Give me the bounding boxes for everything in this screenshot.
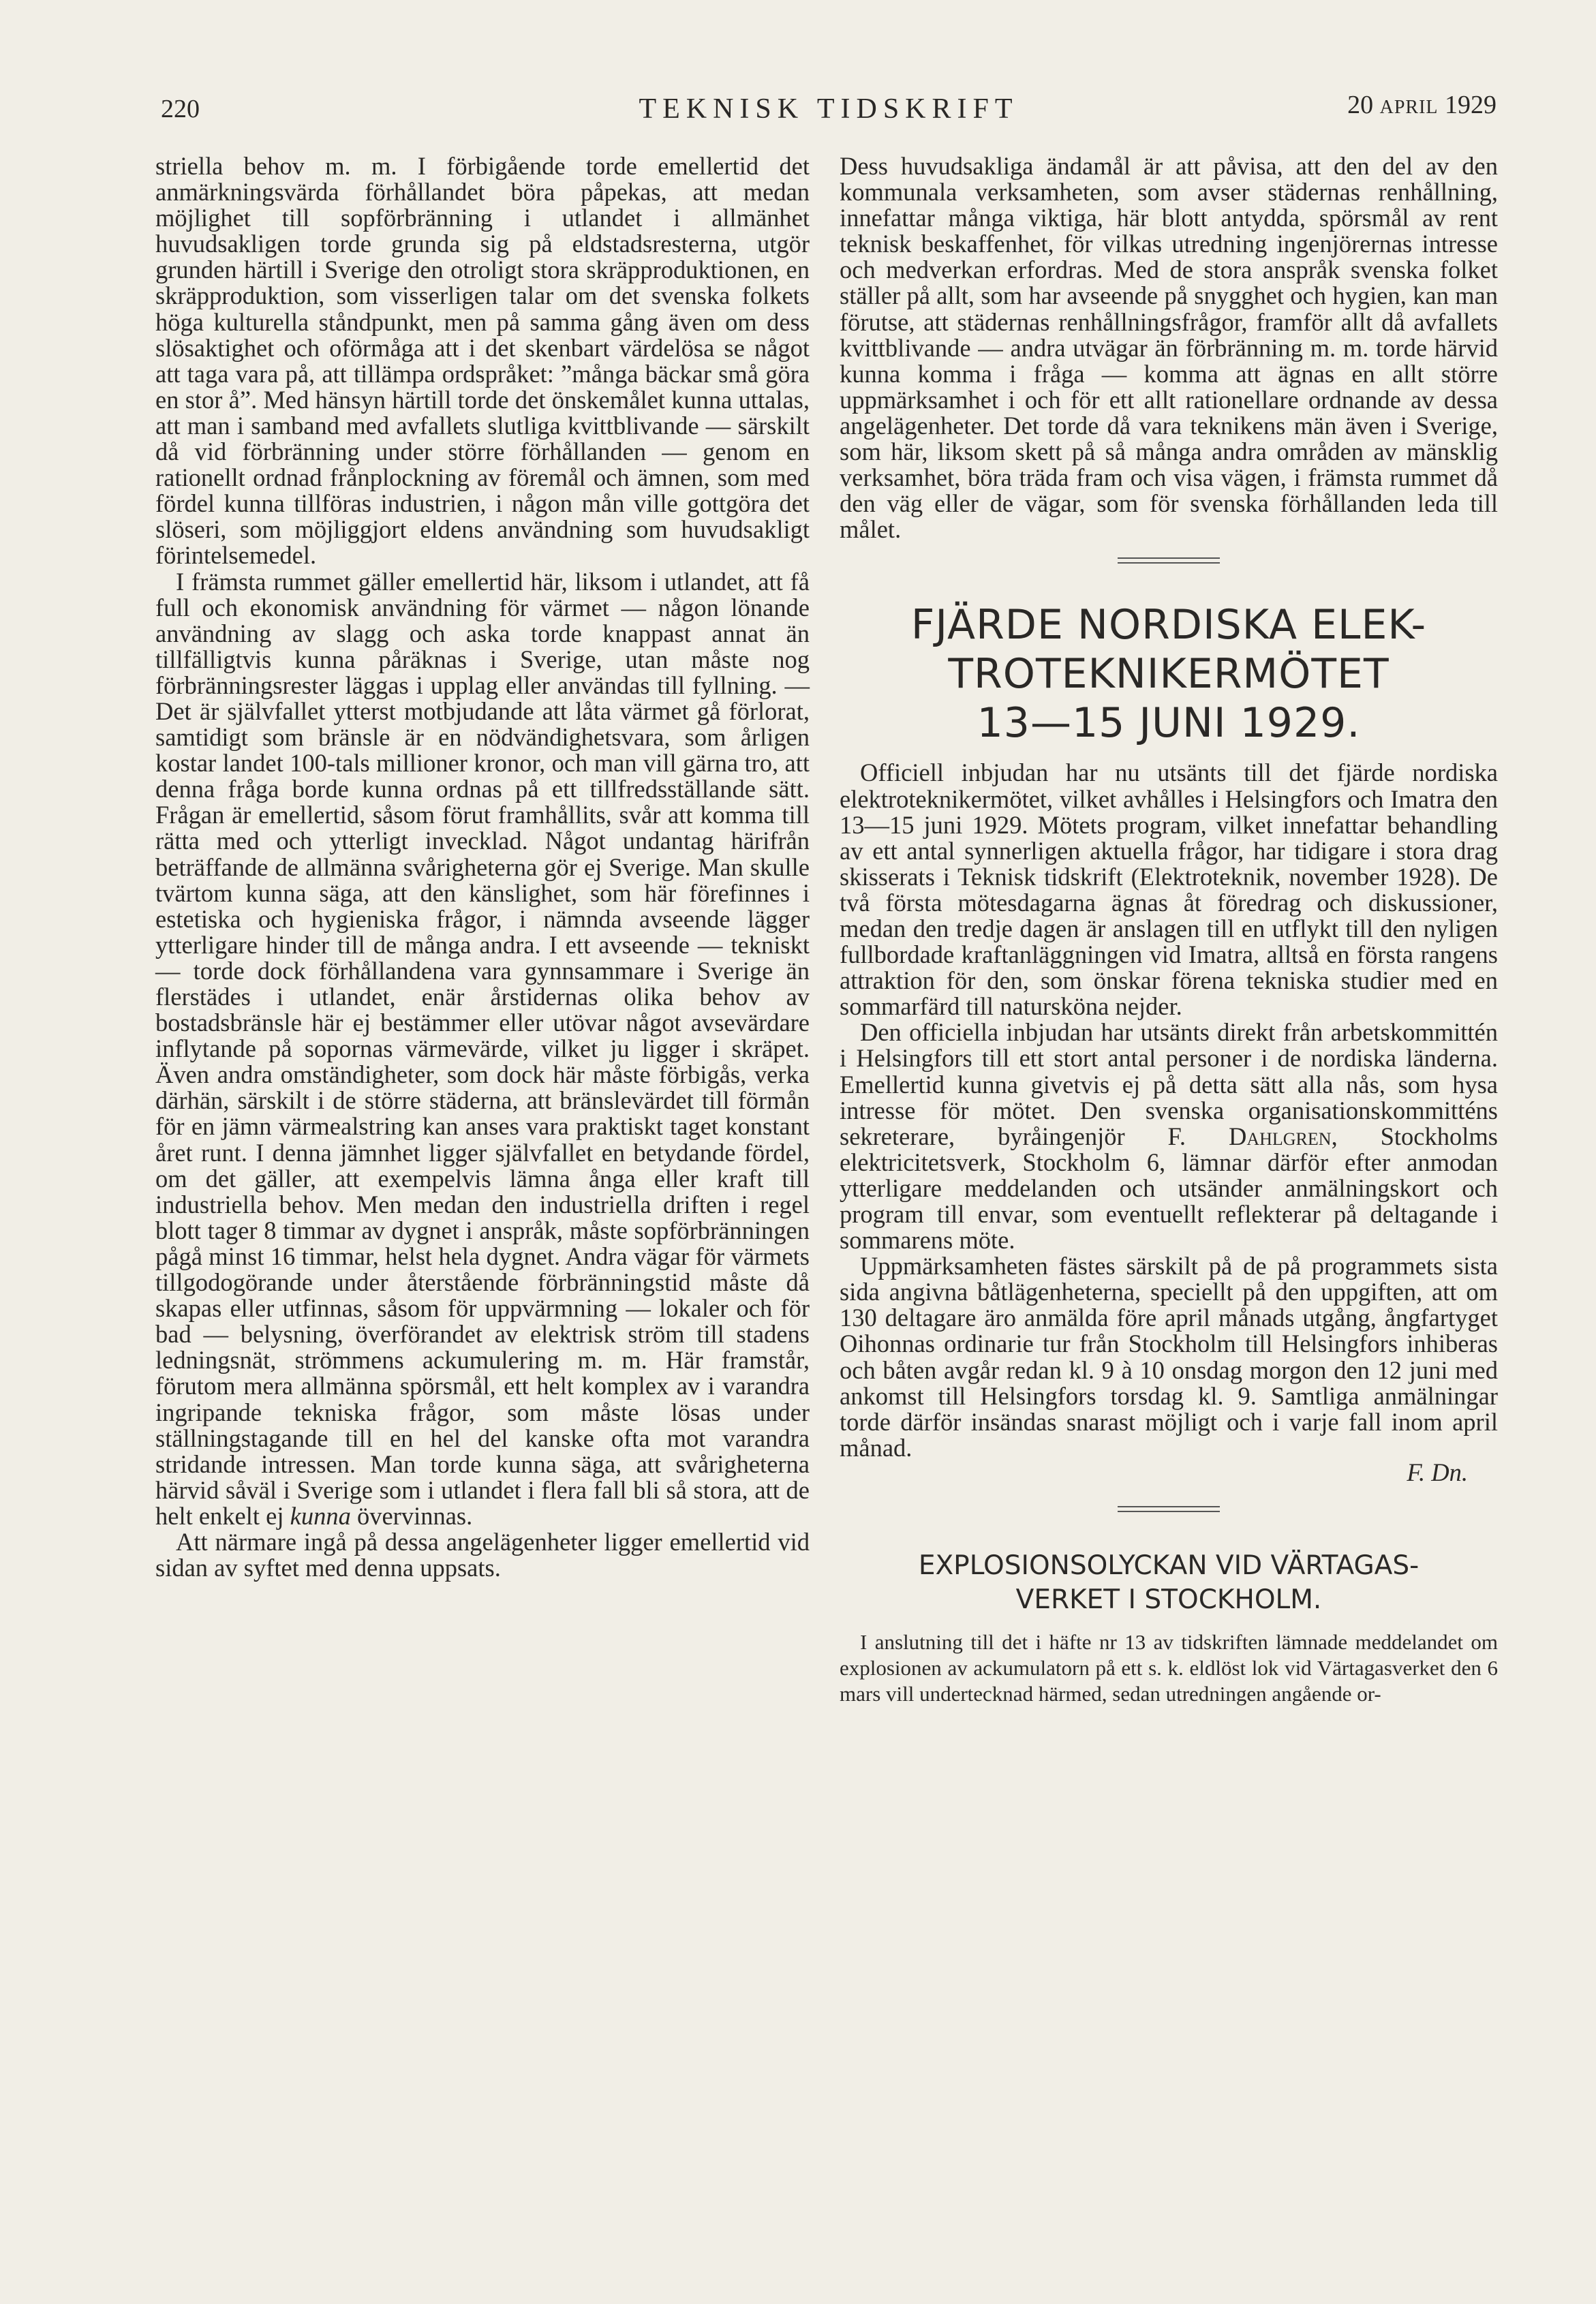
- left-column: [155, 153, 810, 1581]
- issue-year: 1929: [1445, 91, 1497, 119]
- paragraph-text: I främsta rummet gäller emellertid här, liksom i utlandet, att få full och ekonomisk användning för värmet — någon lönande användning av slagg och aska torde knappast annat än tillfälligtvis kunna påräknas i Sverige, utan måste nog förbränningsrester läggas i upplag eller användas till fyllning. — Det är självfallet ytterst motbjudande att låta värmet gå förlorat, samtidigt som bränsle är en nödvändighetsvara, som årligen kostar landet 100-tals millioner kronor, och man vill gärna tro, att denna fråga borde kunna ordnas på ett tillfredsställande sätt. Frågan är emellertid, såsom förut framhållits, svår att komma till rätta med och ytterligt invecklad. Något undantag härifrån beträffande de allmänna svårigheterna gör ej Sverige. Man skulle tvärtom kunna säga, att den känslighet, som här förefinnes i estetiska och hygieniska frågor, i nämnda avseende lägger ytterligare hinder till de många andra. I ett avseende — tekniskt — torde dock förhållandena vara gynnsammare i Sverige än flerstädes i utlandet, enär årstidernas olika behov av bostadsbränsle här ej bestämmer eller utövar något avsevärdare inflytande på sopornas värmevärde, vilket ju ligger i skräpet. Även andra omständigheter, som dock här måste förbigås, verka därhän, särskilt i de större städerna, att bränslevärdet till förmån för en jämn värmealstring kan anses vara praktiskt taget konstant året runt. I denna jämnhet ligger självfallet en betydande fördel, om det gäller, att exempelvis lämna ånga eller kraft till industriella behov. Men medan den industriella driften i regel blott tager 8 timmar av dygnet i anspråk, måste sopförbränningen pågå minst 16 timmar, helst hela dygnet. Andra vägar för värmets tillgodogörande under återstående förbränningstid måste då skapas eller utfinnas, såsom för uppvärmning — lokaler och för bad — belysning, överförandet av elektrisk ström till stadens ledningsnät, strömmens ackumulering m. m. Här framstår, förutom mera allmänna spörsmål, ett helt komplex av i varandra ingripande tekniska frågor, som måste lösas under ställningstagande till en hel del kanske ofta mot varandra stridande intressen. Man torde kunna säga, att svårigheterna härvid såväl i Sverige som i utlandet i flera fall bli så stora, att de helt enkelt ej: [155, 567, 810, 1530]
- paragraph: Officiell inbjudan har nu utsänts till det fjärde nordiska elektroteknikermötet, vilket avhålles i Helsingfors och Imatra den 13—15 juni 1929. Mötets program, vilket innefattar behandling av ett antal synnerligen aktuella frågor, har tidigare i stora drag skisserats i Teknisk tidskrift (Elektroteknik, november 1928). De två första mötesdagarna ägnas åt föredrag och diskussioner, medan den tredje dagen är anslagen till en utflykt till den nyligen fullbordade kraftanläggningen vid Imatra, alltså en första rangens attraktion för den, som önskar förena tekniska studier med en sommarfärd till natursköna nejder.: [840, 758, 1498, 1021]
- emphasis: kunna: [290, 1501, 351, 1530]
- article-headline: [840, 1549, 1498, 1617]
- issue-day: 20: [1347, 91, 1374, 119]
- paragraph: Uppmärksamheten fästes särskilt på de på programmets sista sida angivna båtlägenheterna, speciellt på den uppgiften, att om 130 deltagare äro anmälda före april månads utgång, ångfartyget Oihonnas ordinarie tur från Stockholm till Helsingfors inhiberas och båten avgår redan kl. 9 à 10 onsdag morgon den 12 juni med ankomst till Helsingfors torsdag kl. 9. Samtliga anmälningar torde därför insändas snarast möjligt och i varje fall inom april månad.: [840, 1252, 1498, 1462]
- paragraph: Dess huvudsakliga ändamål är att påvisa, att den del av den kommunala verksamheten, som avser städernas renhållning, innefattar många viktiga, här blott antydda, spörsmål av rent teknisk beskaffenhet, för vilkas utredning ingenjörernas intresse och medverkan erfordras. Med de stora anspråk svenska folket ställer på allt, som har avseende på snygghet och hygien, kan man förutse, att städernas renhållningsfrågor, framför allt då avfallets kvittblivande — andra utvägar än förbränning m. m. torde härvid kunna komma i fråga — komma att ägnas en allt större uppmärksamhet i och för ett allt rationellare ordnande av dessa angelägenheter. Det torde då vara teknikens män även i Sverige, som här, liksom skett på så många andra områden av mänsklig verksamhet, böra träda fram och visa vägen, i främsta rummet då den väg eller de vägar, som för svenska förhållanden leda till målet.: [840, 152, 1498, 544]
- article-body: [840, 1629, 1498, 1707]
- right-column: [840, 153, 1498, 1707]
- person-name: Dahlgren: [1228, 1122, 1332, 1150]
- author-signature: F. Dn.: [1407, 1458, 1468, 1486]
- headline-line: TROTEKNIKERMÖTET: [948, 650, 1390, 698]
- paragraph-text: Den officiella inbjudan har utsänts direkt från arbetskommittén i Helsingfors till ett stort antal personer i de nordiska länderna. Emellertid kunna givetvis ej på detta sätt alla nås, som hysa intresse för mötet. Den svenska organisationskommitténs sekreterare, byråingenjör F.: [840, 1018, 1498, 1150]
- journal-title: TEKNISK TIDSKRIFT: [639, 93, 1019, 125]
- paragraph: I anslutning till det i häfte nr 13 av tidskriften lämnade meddelandet om explosionen av ackumulatorn på ett s. k. eldlöst lok vid Värtagasverket den 6 mars vill undertecknad härmed, sedan utredningen angående or-: [840, 1630, 1498, 1706]
- headline-line: EXPLOSIONSOLYCKAN VID VÄRTAGAS-: [918, 1550, 1419, 1582]
- headline-line: FJÄRDE NORDISKA ELEK-: [910, 601, 1427, 649]
- paragraph-text: övervinnas.: [356, 1501, 473, 1530]
- page-header: [161, 87, 1497, 128]
- paragraph: Att närmare ingå på dessa angelägenheter ligger emellertid vid sidan av syftet med denna uppsats.: [155, 1527, 810, 1582]
- article-headline: [840, 600, 1498, 748]
- paragraph: striella behov m. m. I förbigående torde emellertid det anmärkningsvärda förhållandet böra påpekas, att medan möjlighet till sopförbränning i utlandet i allmänhet huvudsakligen torde grunda sig på eldstadsresterna, utgör grunden härtill i Sverige den otroligt stora skräpproduktionen, en skräpproduktion, som visserligen talar om det svenska folkets höga kulturella ståndpunkt, men på samma gång även om dess slösaktighet och oförmåga att i det skenbart värdelösa se något att taga vara på, att tillämpa ordspråket: ”många bäckar små göra en stor å”. Med hänsyn härtill torde det önskemålet kunna uttalas, att man i samband med avfallets slutliga kvittblivande — särskilt då vid förbränning under större förhållanden — genom en rationellt ordnad frånplockning av föremål och ämnen, som med fördel kunna tillföras industrien, i någon mån ville gottgöra det slöseri, som möjliggjort eldens användning som huvudsakligt förintelsemedel.: [155, 152, 810, 570]
- headline-dates: 13—15 JUNI 1929.: [977, 699, 1361, 748]
- issue-month: APRIL: [1379, 97, 1439, 118]
- page-number: 220: [161, 95, 200, 123]
- issue-date: [1347, 90, 1497, 120]
- headline-line: VERKET I STOCKHOLM.: [1015, 1584, 1322, 1616]
- section-divider: [1118, 557, 1220, 564]
- section-divider: [1118, 1506, 1220, 1512]
- paragraph: [840, 1019, 1498, 1253]
- paragraph-text: , Stockholms elektricitetsverk, Stockholm 6, lämnar därför efter anmodan ytterligare meddelanden och utsänder anmälningskort och program till envar, som eventuellt reflekterar på deltagande i sommarens möte.: [840, 1122, 1498, 1255]
- paragraph: [155, 569, 810, 1529]
